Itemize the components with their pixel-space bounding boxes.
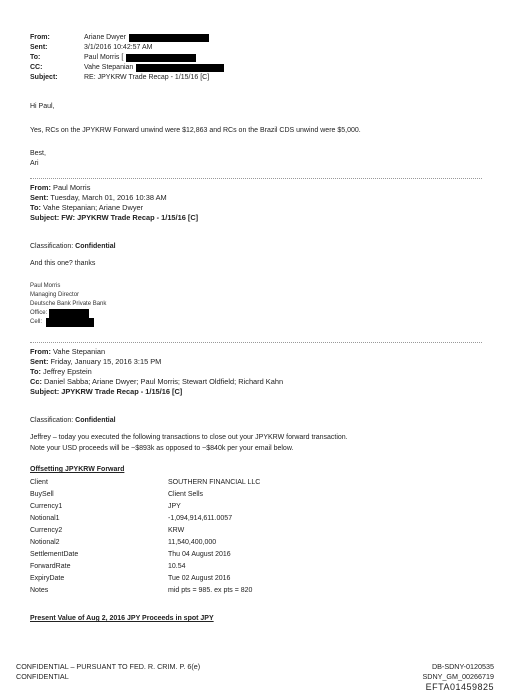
fwd2-body-line2: Note your USD proceeds will be ~$893k as opposed to ~$840k per your email below. (30, 445, 294, 452)
to-value: Paul Morris [ (84, 54, 124, 61)
fwd2-cc-label: Cc: (30, 377, 42, 386)
fwd2-header (30, 347, 283, 397)
table-row (30, 549, 260, 561)
fwd1-header (30, 183, 198, 223)
fwd2-cc-value: Daniel Sabba; Ariane Dwyer; Paul Morris; Stewart Oldfield; Richard Kahn (43, 377, 284, 386)
row-key: ExpiryDate (30, 575, 65, 582)
footer-right (422, 662, 494, 692)
email-header (30, 33, 224, 83)
fwd1-to-value: Vahe Stepanian; Ariane Dwyer (43, 203, 144, 212)
sent-value: 3/1/2016 10:42:57 AM (84, 44, 153, 51)
header-to-row (30, 53, 224, 63)
row-key: Notional2 (30, 539, 60, 546)
row-value: KRW (168, 527, 185, 534)
fwd1-from-label: From: (30, 183, 51, 192)
subject-label: Subject: (30, 74, 58, 81)
table-row (30, 573, 260, 585)
row-key: BuySell (30, 491, 54, 498)
redaction-box (136, 64, 224, 72)
separator (30, 178, 482, 179)
header-subject-row (30, 73, 224, 83)
fwd2-subject-value: JPYKRW Trade Recap - 1/15/16 [C] (61, 387, 183, 396)
classification-label: Classification: (30, 417, 74, 424)
table-row (30, 537, 260, 549)
fwd1-to-label: To: (30, 203, 41, 212)
signature-block (30, 282, 106, 327)
bates-number-efta: EFTA01459825 (425, 682, 494, 692)
sig-name: Paul Morris (30, 283, 61, 289)
fwd2-from-label: From: (30, 347, 51, 356)
fwd2-body-line1: Jeffrey – today you executed the following transactions to close out your JPYKRW forward transaction. (30, 434, 348, 441)
row-value: -1,094,914,611.0057 (168, 515, 233, 522)
table-row (30, 513, 260, 525)
fwd2-from-value: Vahe Stepanian (53, 347, 106, 356)
table-row (30, 561, 260, 573)
fwd1-subject-label: Subject: (30, 213, 60, 222)
row-value: SOUTHERN FINANCIAL LLC (168, 479, 261, 486)
fwd1-sent-value: Tuesday, March 01, 2016 10:38 AM (50, 193, 167, 202)
classification-value: Confidential (75, 243, 116, 250)
bates-number-db: DB-SDNY-0120535 (431, 662, 494, 671)
confidential-notice: CONFIDENTIAL – PURSUANT TO FED. R. CRIM. P. 6(e) (16, 662, 201, 671)
cc-value: Vahe Stepanian (84, 64, 134, 71)
row-key: Notional1 (30, 515, 60, 522)
from-value: Ariane Dwyer (84, 34, 127, 41)
table-row (30, 525, 260, 537)
table-row (30, 489, 260, 501)
reply-name: Ari (30, 160, 39, 167)
row-value: Client Sells (168, 491, 204, 498)
fwd1-body: And this one? thanks (30, 260, 96, 267)
reply-greeting: Hi Paul, (30, 103, 55, 110)
fwd1-from-value: Paul Morris (53, 183, 91, 192)
redaction-box (46, 318, 94, 327)
redaction-box (126, 54, 196, 62)
separator (30, 342, 482, 343)
classification-label: Classification: (30, 243, 74, 250)
fwd2-sent-value: Friday, January 15, 2016 3:15 PM (50, 357, 162, 366)
fwd1-subject-value: FW: JPYKRW Trade Recap - 1/15/16 [C] (61, 213, 199, 222)
sig-company: Deutsche Bank Private Bank (30, 301, 107, 307)
header-cc-row (30, 63, 224, 73)
fwd2-to-value: Jeffrey Epstein (43, 367, 92, 376)
row-value: Thu 04 August 2016 (168, 551, 231, 558)
sent-label: Sent: (30, 44, 48, 51)
row-key: Client (30, 479, 48, 486)
fwd1-sent-label: Sent: (30, 193, 49, 202)
row-value: 11,540,400,000 (168, 539, 217, 546)
header-from-row (30, 33, 224, 43)
redaction-box (129, 34, 209, 42)
subject-value: RE: JPYKRW Trade Recap - 1/15/16 [C] (84, 74, 210, 81)
from-label: From: (30, 34, 50, 41)
row-value: Tue 02 August 2016 (168, 575, 231, 582)
offsetting-title: Offsetting JPYKRW Forward (30, 466, 125, 473)
row-key: Currency1 (30, 503, 63, 510)
row-key: Notes (30, 587, 49, 594)
sig-office-label: Office: (30, 310, 48, 316)
table-row (30, 585, 260, 597)
reply-closing: Best, (30, 150, 46, 157)
row-key: ForwardRate (30, 563, 71, 570)
fwd1-classification (30, 241, 116, 252)
row-value: mid pts = 985. ex pts = 820 (168, 587, 253, 594)
header-sent-row (30, 43, 224, 53)
reply-body: Yes, RCs on the JPYKRW Forward unwind were $12,863 and RCs on the Brazil CDS unwind were $5,000. (30, 127, 361, 134)
row-value: 10.54 (168, 563, 186, 570)
offsetting-table (30, 477, 260, 597)
classification-value: Confidential (75, 417, 116, 424)
table-row (30, 501, 260, 513)
sig-title: Managing Director (30, 292, 80, 298)
row-key: Currency2 (30, 527, 63, 534)
row-key: SettlementDate (30, 551, 79, 558)
cc-label: CC: (30, 64, 43, 71)
fwd2-to-label: To: (30, 367, 41, 376)
confidential-label: CONFIDENTIAL (16, 672, 69, 681)
row-value: JPY (168, 503, 181, 510)
footer-left (16, 662, 200, 682)
to-label: To: (30, 54, 41, 61)
bates-number-sdny: SDNY_GM_00266719 (422, 672, 494, 681)
present-value-title: Present Value of Aug 2, 2016 JPY Proceeds in spot JPY (30, 615, 214, 622)
table-row (30, 477, 260, 489)
fwd2-classification (30, 415, 116, 426)
fwd2-subject-label: Subject: (30, 387, 60, 396)
redaction-box (49, 309, 89, 318)
sig-cell-label: Cell: (30, 319, 43, 325)
fwd2-sent-label: Sent: (30, 357, 49, 366)
